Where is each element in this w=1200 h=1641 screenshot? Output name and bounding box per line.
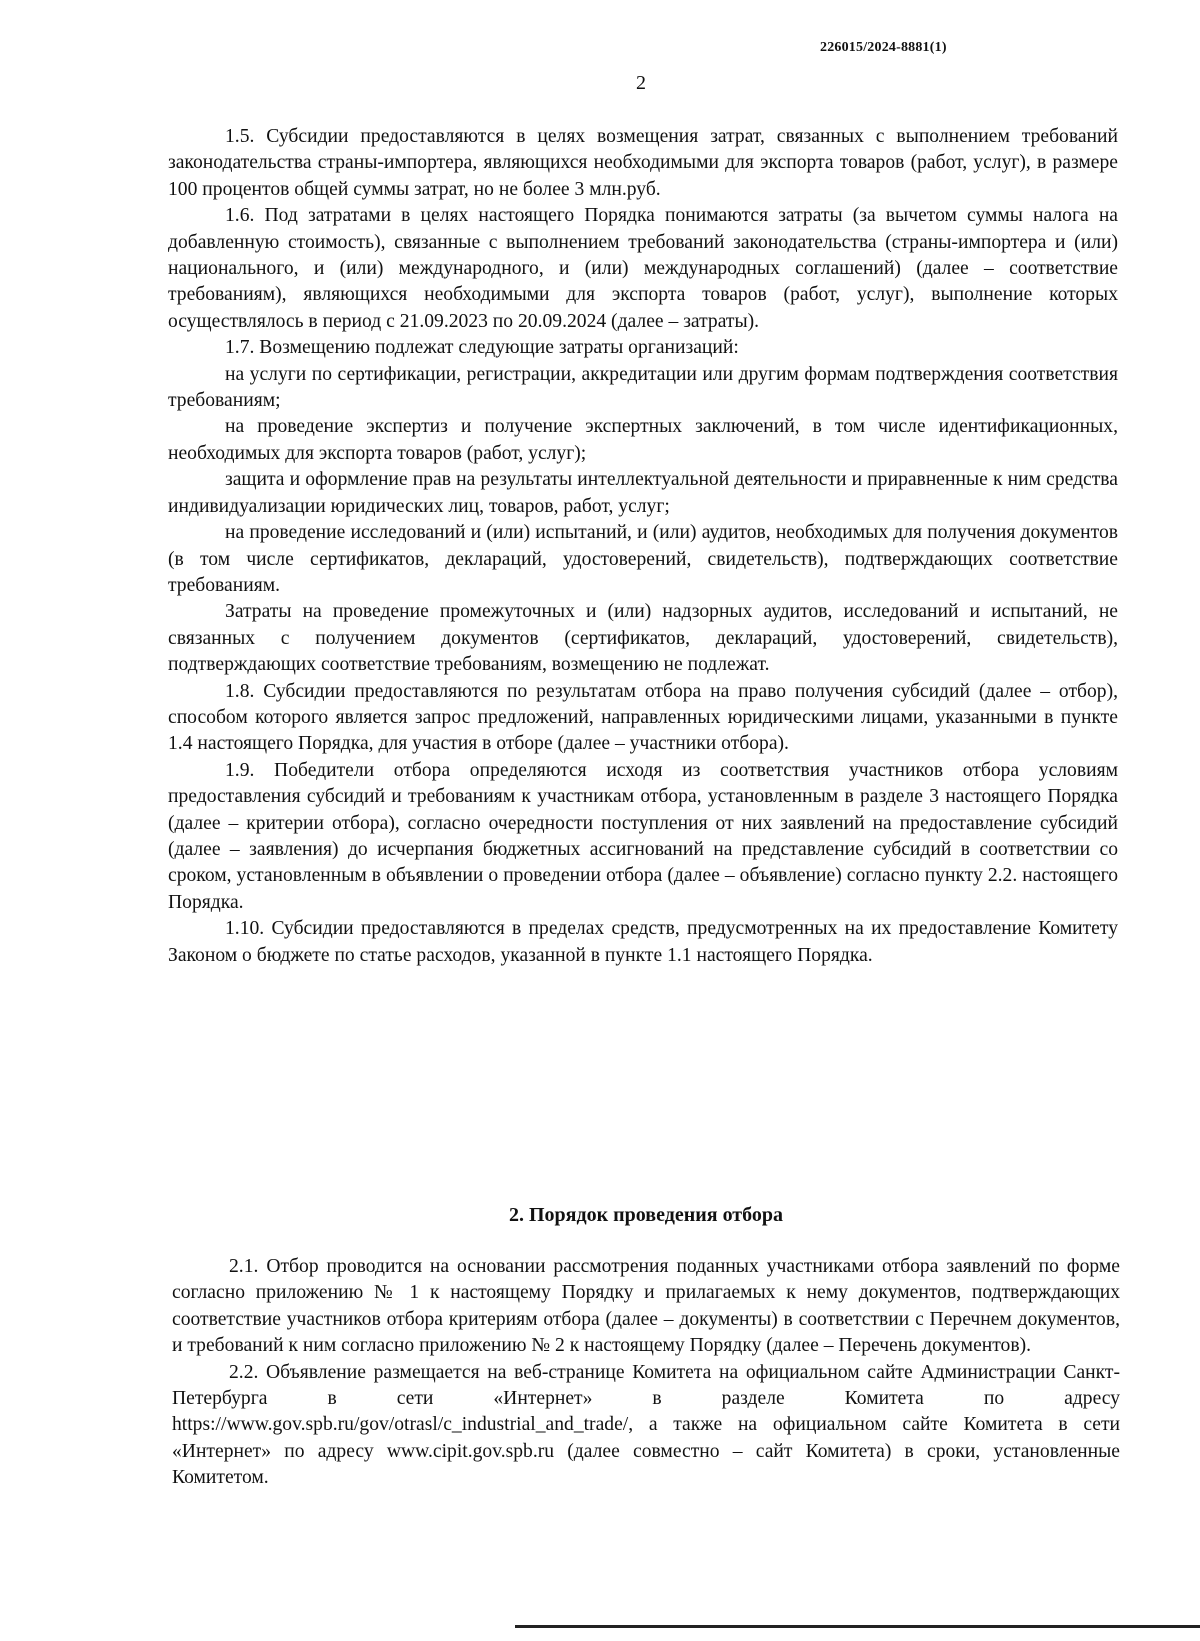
page-bottom-divider — [515, 1625, 1200, 1628]
document-registration-number: 226015/2024-8881(1) — [820, 40, 947, 55]
section-2-heading: 2. Порядок проведения отбора — [509, 1204, 783, 1226]
page-number: 2 — [636, 72, 646, 94]
section-1-body — [168, 124, 1118, 969]
paragraph-1-7: 1.7. Возмещению подлежат следующие затраты организаций: — [225, 337, 739, 359]
section-2-body — [172, 1254, 1120, 1492]
paragraph-1-10: 1.10. Субсидии предоставляются в пределах средств, предусмотренных на их предоставление Комитету Законом о бюджете по статье расходов, указанной в пункте 1.1 настоящего Порядка. — [168, 918, 1118, 966]
paragraph-1-7-item-certification: на услуги по сертификации, регистрации, аккредитации или другим формам подтверждения соответствия требованиям; — [168, 363, 1118, 412]
paragraph-2-2: 2.2. Объявление размещается на веб-странице Комитета на официальном сайте Администрации Санкт-Петербурга в сети «Интернет» в разделе Комитета по адресу https://www.gov.spb.ru/gov/otrasl/c_industrial_and_trade/, а также на официальном сайте Комитета в сети «Интернет» по адресу www.cipit.gov.spb.ru (далее совместно – сайт Комитета) в сроки, установленные Комитетом. — [172, 1361, 1120, 1489]
paragraph-1-7-item-research: на проведение исследований и (или) испытаний, и (или) аудитов, необходимых для получения документов (в том числе сертификатов, деклараций, удостоверений, свидетельств), подтверждающих соответствие требованиям. — [168, 522, 1118, 596]
paragraph-1-7-item-intellectual-property: защита и оформление прав на результаты интеллектуальной деятельности и приравненные к ним средства индивидуализации юридических лиц, товаров, работ, услуг; — [168, 469, 1118, 517]
paragraph-1-5: 1.5. Субсидии предоставляются в целях возмещения затрат, связанных с выполнением требований законодательства страны-импортера, являющихся необходимыми для экспорта товаров (работ, услуг), в размере 100 процентов общей суммы затрат, но не более 3 млн.руб. — [168, 126, 1118, 200]
paragraph-1-9: 1.9. Победители отбора определяются исходя из соответствия участников отбора условиям предоставления субсидий и требованиям к участникам отбора, установленным в разделе 3 настоящего Порядка (далее – критерии отбора), согласно очередности поступления от них заявлений на предоставление субсидий (далее – заявления) до исчерпания бюджетных ассигнований на представление субсидий в соответствии со сроком, установленным в объявлении о проведении отбора (далее – объявление) согласно пункту 2.2. настоящего Порядка. — [168, 759, 1118, 913]
paragraph-1-7-item-expertise: на проведение экспертиз и получение экспертных заключений, в том числе идентификационных, необходимых для экспорта товаров (работ, услуг); — [168, 416, 1118, 464]
paragraph-2-1: 2.1. Отбор проводится на основании рассмотрения поданных участниками отбора заявлений по форме согласно приложению № 1 к настоящему Порядку и прилагаемых к нему документов, подтверждающих соответствие участников отбора критериям отбора (далее – документы) в соответствии с Перечнем документов, и требований к ним согласно приложению № 2 к настоящему Порядку (далее – Перечень документов). — [172, 1256, 1120, 1357]
paragraph-1-8: 1.8. Субсидии предоставляются по результатам отбора на право получения субсидий (далее – отбор), способом которого является запрос предложений, направленных юридическими лицами, указанными в пункте 1.4 настоящего Порядка, для участия в отборе (далее – участники отбора). — [168, 680, 1118, 755]
paragraph-1-7-exclusion: Затраты на проведение промежуточных и (или) надзорных аудитов, исследований и испытаний, не связанных с получением документов (сертификатов, деклараций, удостоверений, свидетельств), подтверждающих соответствие требованиям, возмещению не подлежат. — [168, 601, 1118, 676]
paragraph-1-6: 1.6. Под затратами в целях настоящего Порядка понимаются затраты (за вычетом суммы налога на добавленную стоимость), связанные с выполнением требований законодательства (страны-импортера и (или) национального, и (или) международного, и (или) международных соглашений) (далее – соответствие требованиям), являющихся необходимыми для экспорта товаров (работ, услуг), выполнение которых осуществлялось в период с 21.09.2023 по 20.09.2024 (далее – затраты). — [168, 205, 1118, 332]
